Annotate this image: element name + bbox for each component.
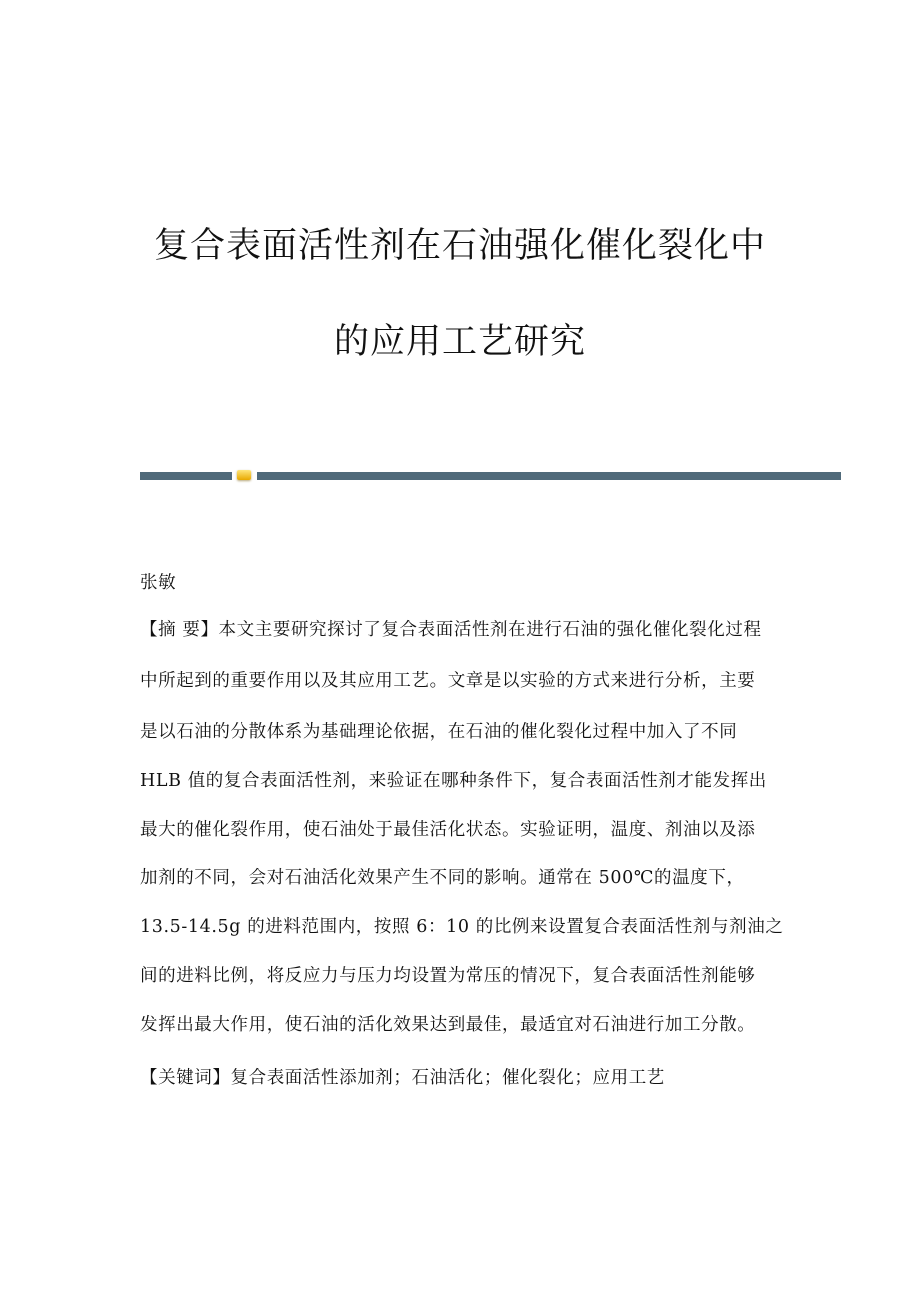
title-line-1: 复合表面活性剂在石油强化催化裂化中 bbox=[153, 226, 766, 266]
keywords: 【关键词】复合表面活性添加剂；石油活化；催化裂化；应用工艺 bbox=[140, 1068, 665, 1088]
abstract-line: 最大的催化裂作用，使石油处于最佳活化状态。实验证明，温度、剂油以及添 bbox=[140, 820, 756, 840]
abstract-line: 发挥出最大作用，使石油的活化效果达到最佳，最适宜对石油进行加工分散。 bbox=[140, 1015, 756, 1035]
divider-ornament-icon bbox=[237, 470, 251, 480]
abstract-line: 是以石油的分散体系为基础理论依据，在石油的催化裂化过程中加入了不同 bbox=[140, 722, 738, 742]
abstract-line: HLB 值的复合表面活性剂，来验证在哪种条件下，复合表面活性剂才能发挥出 bbox=[140, 771, 767, 791]
title-line-2: 的应用工艺研究 bbox=[333, 322, 586, 362]
abstract-line: 中所起到的重要作用以及其应用工艺。文章是以实验的方式来进行分析，主要 bbox=[140, 671, 756, 691]
abstract-line: 间的进料比例，将反应力与压力均设置为常压的情况下，复合表面活性剂能够 bbox=[140, 966, 756, 986]
divider-right bbox=[257, 472, 841, 480]
abstract-line: 13.5-14.5g 的进料范围内，按照 6：10 的比例来设置复合表面活性剂与剂油之 bbox=[140, 917, 784, 937]
abstract-line: 【摘 要】本文主要研究探讨了复合表面活性剂在进行石油的强化催化裂化过程 bbox=[140, 620, 762, 640]
abstract-line: 加剂的不同，会对石油活化效果产生不同的影响。通常在 500℃的温度下， bbox=[140, 868, 745, 888]
divider-left bbox=[140, 472, 232, 480]
author: 张敏 bbox=[140, 573, 177, 593]
